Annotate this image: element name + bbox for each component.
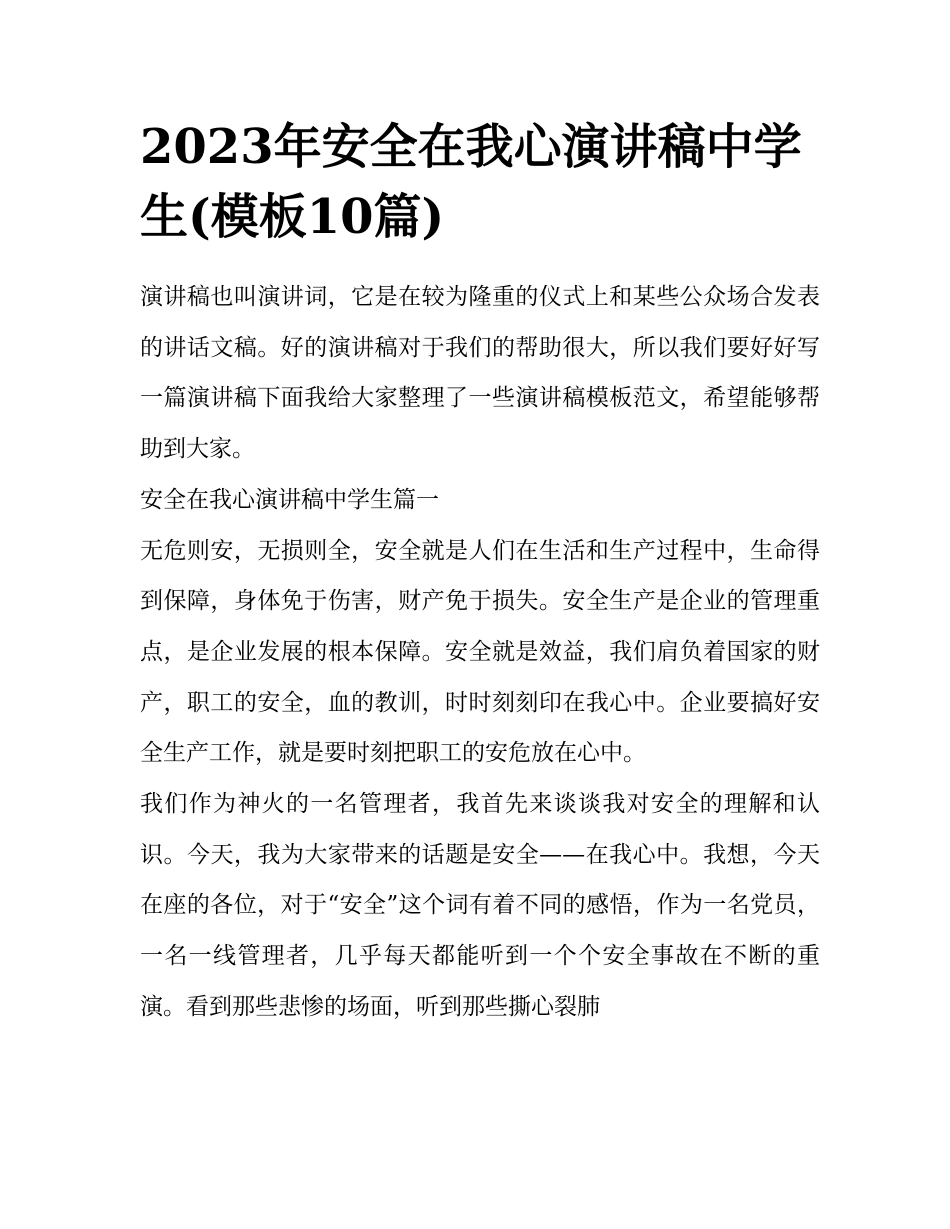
document-body [140,112,820,1033]
title-spacer [140,252,820,272]
body-paragraph-1: 无危则安，无损则全，安全就是人们在生活和生产过程中，生命得到保障，身体免于伤害，财产免于损失。安全生产是企业的管理重点，是企业发展的根本保障。安全就是效益，我们肩负着国家的财产，职工的安全，血的教训，时时刻刻印在我心中。企业要搞好安全生产工作，就是要时刻把职工的安危放在心中。 [140,537,820,767]
body-paragraph-2: 我们作为神火的一名管理者，我首先来谈谈我对安全的理解和认识。今天，我为大家带来的话题是安全——在我心中。我想，今天在座的各位，对于“安全”这个词有着不同的感悟，作为一名党员，一名一线管理者，几乎每天都能听到一个个安全事故在不断的重演。看到那些悲惨的场面，听到那些撕心裂肺 [140,791,820,1020]
document-title: 2023年安全在我心演讲稿中学生(模板10篇) [140,119,802,245]
intro-paragraph: 演讲稿也叫演讲词，它是在较为隆重的仪式上和某些公众场合发表的讲话文稿。好的演讲稿对于我们的帮助很大，所以我们要好好写一篇演讲稿下面我给大家整理了一些演讲稿模板范文，希望能够帮助到大家。 [140,284,820,463]
section-heading: 安全在我心演讲稿中学生篇一 [140,486,439,513]
